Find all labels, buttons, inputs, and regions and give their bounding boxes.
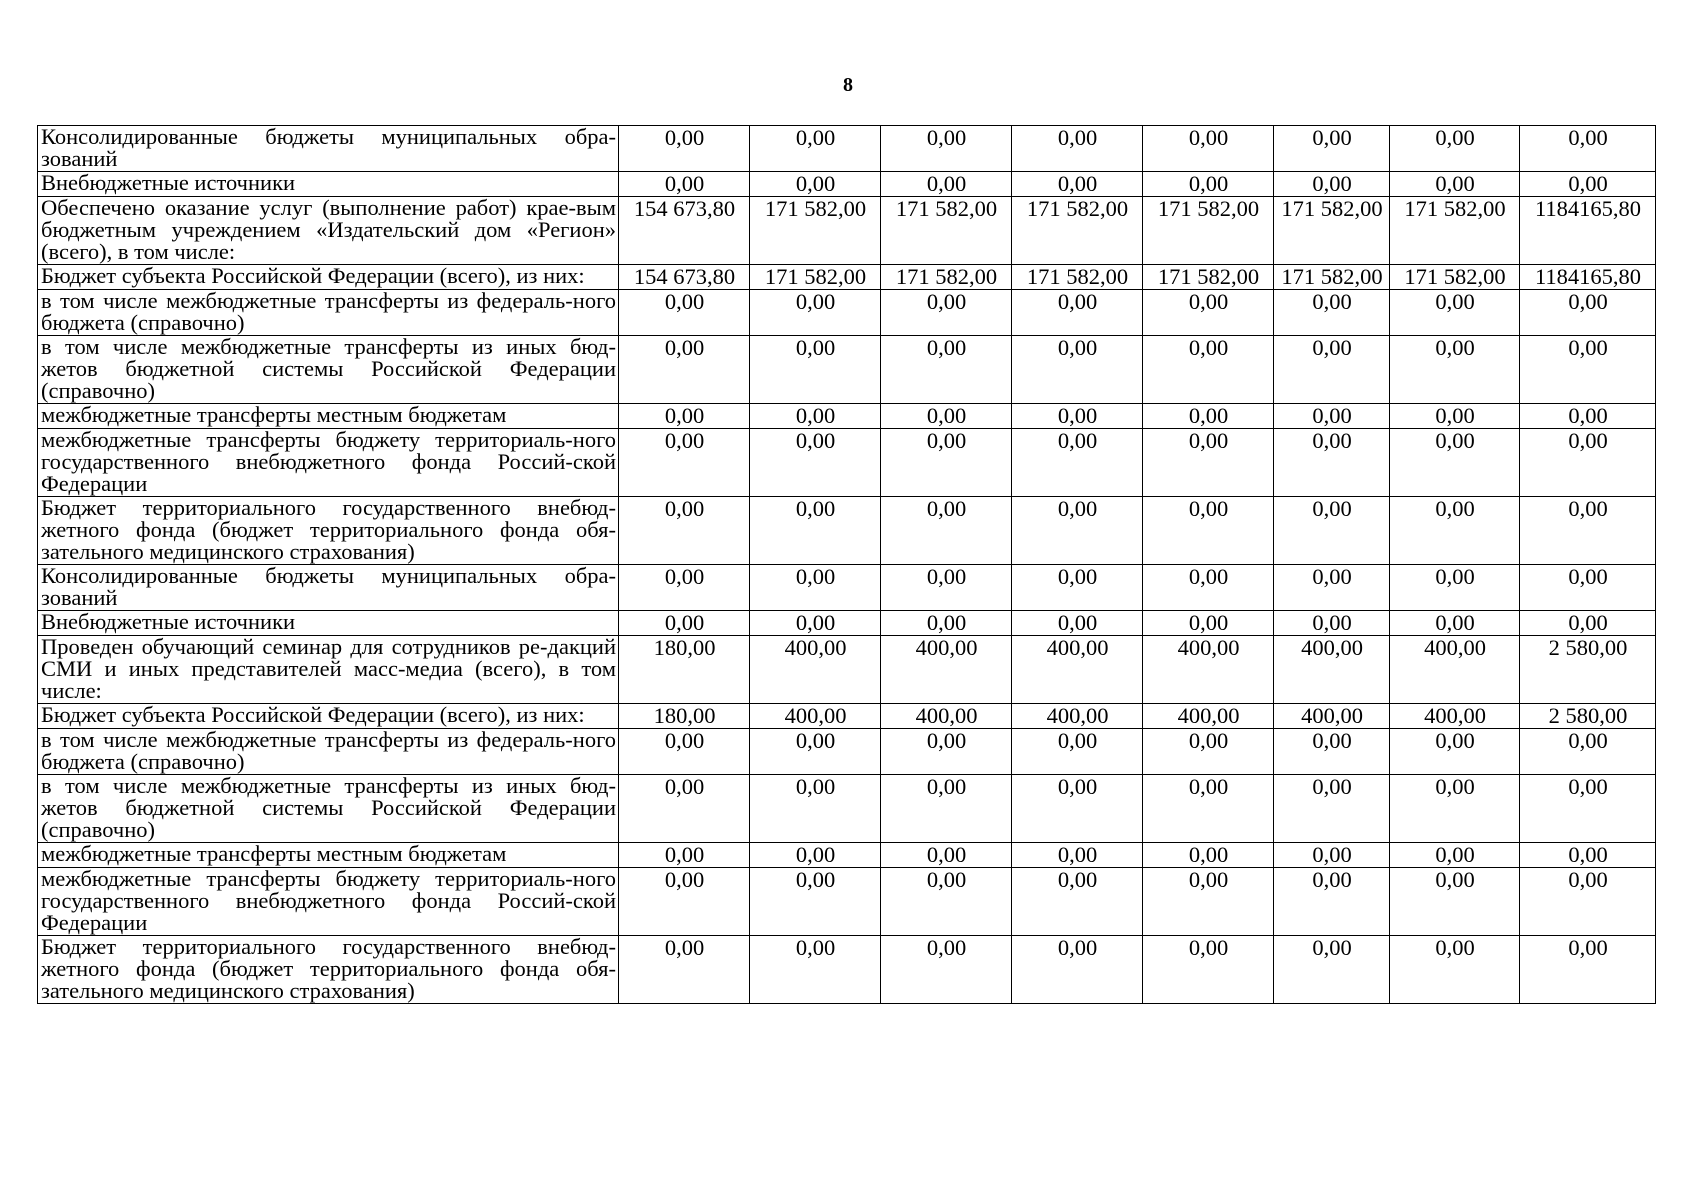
- budget-table: [37, 125, 1656, 1004]
- value-cell: 171 582,00: [881, 265, 1012, 290]
- value-cell: 0,00: [1143, 843, 1274, 868]
- table-row: [38, 265, 1656, 290]
- value-cell: 0,00: [619, 868, 750, 936]
- value-cell: 0,00: [1520, 404, 1656, 429]
- value-cell: 0,00: [1143, 497, 1274, 565]
- value-cell: 2 580,00: [1520, 704, 1656, 729]
- value-cell: 0,00: [1520, 868, 1656, 936]
- value-cell: 0,00: [1390, 868, 1520, 936]
- value-cell: 0,00: [619, 172, 750, 197]
- value-cell: 0,00: [1012, 611, 1143, 636]
- row-label: Консолидированные бюджеты муниципальных обра-зований: [38, 126, 619, 172]
- table-row: [38, 729, 1656, 775]
- value-cell: 0,00: [1390, 775, 1520, 843]
- value-cell: 0,00: [619, 290, 750, 336]
- value-cell: 0,00: [750, 936, 881, 1004]
- row-label: межбюджетные трансферты местным бюджетам: [38, 404, 619, 429]
- table-row: [38, 936, 1656, 1004]
- value-cell: 0,00: [1012, 565, 1143, 611]
- value-cell: 0,00: [1274, 729, 1390, 775]
- value-cell: 0,00: [1520, 336, 1656, 404]
- value-cell: 400,00: [1390, 704, 1520, 729]
- value-cell: 0,00: [1143, 775, 1274, 843]
- value-cell: 0,00: [881, 611, 1012, 636]
- value-cell: 171 582,00: [750, 265, 881, 290]
- value-cell: 0,00: [881, 729, 1012, 775]
- value-cell: 400,00: [1390, 636, 1520, 704]
- value-cell: 0,00: [1143, 611, 1274, 636]
- value-cell: 0,00: [1520, 775, 1656, 843]
- value-cell: 0,00: [1274, 290, 1390, 336]
- row-label: Консолидированные бюджеты муниципальных обра-зований: [38, 565, 619, 611]
- value-cell: 0,00: [1143, 404, 1274, 429]
- value-cell: 0,00: [1274, 172, 1390, 197]
- value-cell: 0,00: [750, 775, 881, 843]
- page-number: 8: [843, 74, 853, 96]
- value-cell: 0,00: [881, 565, 1012, 611]
- value-cell: 0,00: [1274, 404, 1390, 429]
- table-row: [38, 197, 1656, 265]
- value-cell: 0,00: [1012, 936, 1143, 1004]
- value-cell: 0,00: [750, 729, 881, 775]
- value-cell: 171 582,00: [1143, 265, 1274, 290]
- value-cell: 0,00: [619, 404, 750, 429]
- value-cell: 0,00: [881, 336, 1012, 404]
- value-cell: 180,00: [619, 636, 750, 704]
- value-cell: 0,00: [619, 565, 750, 611]
- value-cell: 0,00: [750, 126, 881, 172]
- table-row: [38, 565, 1656, 611]
- value-cell: 1184165,80: [1520, 265, 1656, 290]
- value-cell: 0,00: [1143, 336, 1274, 404]
- value-cell: 0,00: [619, 336, 750, 404]
- table-row: [38, 404, 1656, 429]
- value-cell: 0,00: [881, 843, 1012, 868]
- row-label: Проведен обучающий семинар для сотрудников ре-дакций СМИ и иных представителей масс-медиа (всего), в том числе:: [38, 636, 619, 704]
- row-label: Бюджет субъекта Российской Федерации (всего), из них:: [38, 265, 619, 290]
- value-cell: 400,00: [750, 636, 881, 704]
- table-row: [38, 775, 1656, 843]
- value-cell: 171 582,00: [1390, 197, 1520, 265]
- value-cell: 0,00: [1520, 126, 1656, 172]
- value-cell: 0,00: [1390, 290, 1520, 336]
- value-cell: 0,00: [881, 429, 1012, 497]
- row-label: Бюджет субъекта Российской Федерации (всего), из них:: [38, 704, 619, 729]
- table-row: [38, 497, 1656, 565]
- value-cell: 171 582,00: [1274, 265, 1390, 290]
- value-cell: 0,00: [619, 729, 750, 775]
- value-cell: 154 673,80: [619, 197, 750, 265]
- value-cell: 0,00: [619, 611, 750, 636]
- value-cell: 0,00: [750, 290, 881, 336]
- row-label: в том числе межбюджетные трансферты из иных бюд-жетов бюджетной системы Российской Федерации (справочно): [38, 336, 619, 404]
- value-cell: 0,00: [1274, 611, 1390, 636]
- value-cell: 0,00: [1520, 729, 1656, 775]
- table-row: [38, 843, 1656, 868]
- value-cell: 0,00: [1390, 429, 1520, 497]
- value-cell: 400,00: [1143, 636, 1274, 704]
- value-cell: 0,00: [881, 936, 1012, 1004]
- value-cell: 1184165,80: [1520, 197, 1656, 265]
- table-row: [38, 611, 1656, 636]
- value-cell: 0,00: [750, 404, 881, 429]
- value-cell: 0,00: [750, 843, 881, 868]
- value-cell: 171 582,00: [1012, 197, 1143, 265]
- value-cell: 0,00: [1274, 336, 1390, 404]
- value-cell: 0,00: [1274, 497, 1390, 565]
- value-cell: 0,00: [1274, 126, 1390, 172]
- value-cell: 171 582,00: [1274, 197, 1390, 265]
- value-cell: 0,00: [881, 404, 1012, 429]
- value-cell: 171 582,00: [1390, 265, 1520, 290]
- value-cell: 0,00: [1390, 936, 1520, 1004]
- value-cell: 0,00: [1143, 126, 1274, 172]
- value-cell: 0,00: [1012, 843, 1143, 868]
- table-body: [38, 126, 1656, 1004]
- value-cell: 0,00: [1390, 611, 1520, 636]
- table-row: [38, 172, 1656, 197]
- value-cell: 0,00: [1390, 126, 1520, 172]
- row-label: Внебюджетные источники: [38, 611, 619, 636]
- value-cell: 171 582,00: [881, 197, 1012, 265]
- row-label: в том числе межбюджетные трансферты из иных бюд-жетов бюджетной системы Российской Федерации (справочно): [38, 775, 619, 843]
- value-cell: 0,00: [1143, 429, 1274, 497]
- table-row: [38, 126, 1656, 172]
- value-cell: 400,00: [881, 636, 1012, 704]
- value-cell: 0,00: [1012, 290, 1143, 336]
- value-cell: 0,00: [1012, 336, 1143, 404]
- value-cell: 400,00: [881, 704, 1012, 729]
- value-cell: 0,00: [1012, 775, 1143, 843]
- value-cell: 400,00: [1143, 704, 1274, 729]
- value-cell: 2 580,00: [1520, 636, 1656, 704]
- value-cell: 0,00: [1274, 775, 1390, 843]
- value-cell: 0,00: [1143, 936, 1274, 1004]
- value-cell: 0,00: [750, 611, 881, 636]
- value-cell: 0,00: [881, 290, 1012, 336]
- value-cell: 0,00: [750, 172, 881, 197]
- value-cell: 0,00: [1274, 936, 1390, 1004]
- value-cell: 0,00: [1520, 611, 1656, 636]
- value-cell: 0,00: [750, 429, 881, 497]
- value-cell: 0,00: [750, 565, 881, 611]
- value-cell: 0,00: [750, 497, 881, 565]
- value-cell: 400,00: [1274, 704, 1390, 729]
- value-cell: 0,00: [881, 775, 1012, 843]
- value-cell: 0,00: [1520, 936, 1656, 1004]
- value-cell: 0,00: [619, 775, 750, 843]
- row-label: межбюджетные трансферты бюджету территориаль-ного государственного внебюджетного фонда Россий-ской Федерации: [38, 429, 619, 497]
- value-cell: 0,00: [1520, 497, 1656, 565]
- value-cell: 0,00: [881, 126, 1012, 172]
- value-cell: 0,00: [1520, 172, 1656, 197]
- table-row: [38, 336, 1656, 404]
- row-label: Обеспечено оказание услуг (выполнение работ) крае-вым бюджетным учреждением «Издательский дом «Регион» (всего), в том числе:: [38, 197, 619, 265]
- value-cell: 0,00: [1012, 126, 1143, 172]
- value-cell: 0,00: [1390, 729, 1520, 775]
- value-cell: 0,00: [1274, 868, 1390, 936]
- value-cell: 0,00: [1274, 565, 1390, 611]
- value-cell: 0,00: [750, 336, 881, 404]
- value-cell: 0,00: [1390, 172, 1520, 197]
- value-cell: 0,00: [881, 868, 1012, 936]
- table-row: [38, 636, 1656, 704]
- value-cell: 400,00: [1012, 704, 1143, 729]
- value-cell: 0,00: [1143, 172, 1274, 197]
- row-label: межбюджетные трансферты бюджету территориаль-ного государственного внебюджетного фонда Россий-ской Федерации: [38, 868, 619, 936]
- value-cell: 0,00: [1390, 497, 1520, 565]
- value-cell: 0,00: [1012, 868, 1143, 936]
- row-label: межбюджетные трансферты местным бюджетам: [38, 843, 619, 868]
- value-cell: 171 582,00: [1012, 265, 1143, 290]
- value-cell: 0,00: [619, 843, 750, 868]
- value-cell: 0,00: [1143, 729, 1274, 775]
- value-cell: 400,00: [1274, 636, 1390, 704]
- value-cell: 0,00: [1274, 843, 1390, 868]
- value-cell: 180,00: [619, 704, 750, 729]
- row-label: Внебюджетные источники: [38, 172, 619, 197]
- value-cell: 0,00: [1143, 868, 1274, 936]
- value-cell: 0,00: [1143, 290, 1274, 336]
- value-cell: 0,00: [1012, 404, 1143, 429]
- table-row: [38, 429, 1656, 497]
- value-cell: 0,00: [619, 429, 750, 497]
- row-label: Бюджет территориального государственного внебюд-жетного фонда (бюджет территориального фонда обя-зательного медицинского страхования): [38, 497, 619, 565]
- table-row: [38, 868, 1656, 936]
- value-cell: 0,00: [1012, 172, 1143, 197]
- row-label: в том числе межбюджетные трансферты из федераль-ного бюджета (справочно): [38, 729, 619, 775]
- value-cell: 0,00: [1390, 843, 1520, 868]
- value-cell: 154 673,80: [619, 265, 750, 290]
- value-cell: 0,00: [619, 936, 750, 1004]
- value-cell: 400,00: [1012, 636, 1143, 704]
- row-label: Бюджет территориального государственного внебюд-жетного фонда (бюджет территориального фонда обя-зательного медицинского страхования): [38, 936, 619, 1004]
- row-label: в том числе межбюджетные трансферты из федераль-ного бюджета (справочно): [38, 290, 619, 336]
- value-cell: 171 582,00: [1143, 197, 1274, 265]
- value-cell: 0,00: [1390, 336, 1520, 404]
- value-cell: 0,00: [1012, 429, 1143, 497]
- value-cell: 0,00: [1143, 565, 1274, 611]
- value-cell: 0,00: [1520, 843, 1656, 868]
- value-cell: 0,00: [619, 126, 750, 172]
- value-cell: 0,00: [881, 172, 1012, 197]
- value-cell: 0,00: [1520, 565, 1656, 611]
- value-cell: 0,00: [881, 497, 1012, 565]
- value-cell: 171 582,00: [750, 197, 881, 265]
- value-cell: 0,00: [1520, 429, 1656, 497]
- value-cell: 0,00: [1390, 404, 1520, 429]
- value-cell: 0,00: [1520, 290, 1656, 336]
- value-cell: 0,00: [1012, 497, 1143, 565]
- value-cell: 0,00: [750, 868, 881, 936]
- value-cell: 400,00: [750, 704, 881, 729]
- table-row: [38, 290, 1656, 336]
- value-cell: 0,00: [1390, 565, 1520, 611]
- value-cell: 0,00: [1012, 729, 1143, 775]
- value-cell: 0,00: [619, 497, 750, 565]
- table-row: [38, 704, 1656, 729]
- value-cell: 0,00: [1274, 429, 1390, 497]
